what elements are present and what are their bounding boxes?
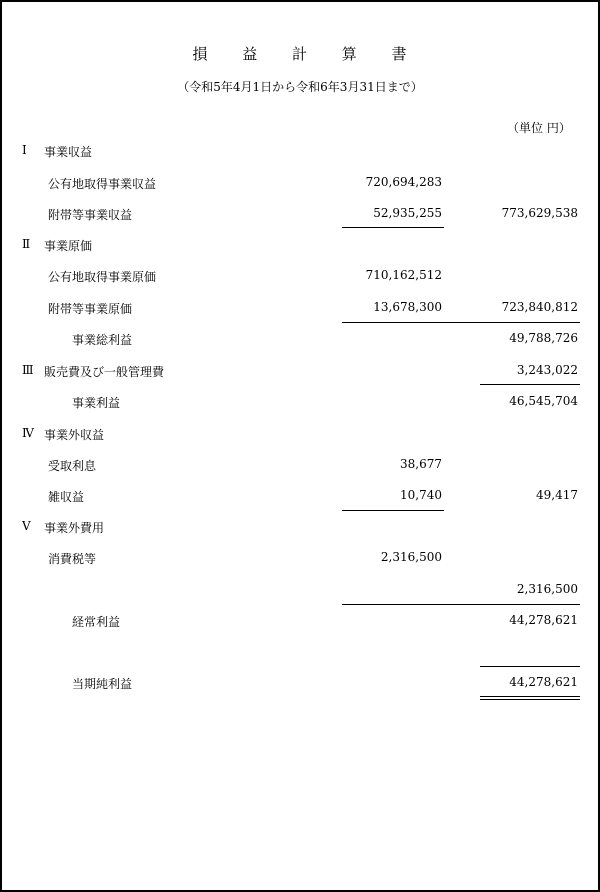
item-amount: 2,316,500 [380,550,442,564]
item-label: 当期純利益 [72,677,133,691]
item-label: 公有地取得事業原価 [48,270,157,284]
item-label: 消費税等 [48,552,97,566]
item-amount: 52,935,255 [373,206,442,220]
item-total: 44,278,621 [509,675,578,689]
section-sga-expenses [2,363,598,383]
section-non-operating-revenue [2,426,598,446]
section-number: Ⅱ [22,237,31,251]
line-item-ancillary-revenue [2,206,598,226]
line-item-public-land-revenue [2,175,598,195]
line-item-ordinary-profit [2,613,598,633]
item-label: 公有地取得事業収益 [48,177,157,191]
section-label: 販売費及び一般管理費 [44,365,165,379]
subtotal-rule [342,322,580,323]
section-label: 事業原価 [44,239,93,253]
line-item-non-operating-expense-total [2,582,598,602]
line-item-public-land-cost [2,268,598,288]
item-total: 773,629,538 [501,206,578,220]
item-amount: 13,678,300 [373,300,442,314]
item-amount: 38,677 [400,457,442,471]
section-number: Ⅲ [22,363,34,377]
final-double-rule [480,696,580,700]
item-total: 49,788,726 [509,331,578,345]
item-label: 受取利息 [48,459,97,473]
section-label: 事業外収益 [44,428,105,442]
section-number: Ⅴ [22,519,31,533]
statement-title: 損 益 計 算 書 [192,45,422,63]
item-amount: 10,740 [400,488,442,502]
item-amount: 720,694,283 [365,175,442,189]
item-total: 3,243,022 [516,363,578,377]
item-total: 46,545,704 [509,394,578,408]
subtotal-rule [342,227,444,228]
section-number: Ⅳ [22,426,34,440]
item-label: 附帯等事業収益 [48,208,133,222]
item-total: 49,417 [536,488,578,502]
item-amount: 710,162,512 [365,268,442,282]
item-label: 事業総利益 [72,333,133,347]
line-item-misc-income [2,488,598,508]
section-operating-cost [2,237,598,257]
subtotal-rule [480,384,580,385]
item-label: 経常利益 [72,615,121,629]
section-operating-revenue [2,143,598,163]
line-item-net-income [2,675,598,695]
line-item-interest-income [2,457,598,477]
item-label: 事業利益 [72,396,121,410]
section-label: 事業収益 [44,145,93,159]
line-item-operating-profit [2,394,598,414]
section-non-operating-expense [2,519,598,539]
line-item-ancillary-cost [2,300,598,320]
item-label: 雑収益 [48,490,85,504]
item-total: 2,316,500 [516,582,578,596]
line-item-consumption-tax [2,550,598,570]
currency-unit: （単位 円） [507,121,571,135]
line-item-gross-profit [2,331,598,351]
subtotal-rule [342,510,444,511]
item-label: 附帯等事業原価 [48,302,133,316]
item-total: 44,278,621 [509,613,578,627]
section-number: Ⅰ [22,143,27,157]
fiscal-period: （令和5年4月1日から令和6年3月31日まで） [177,80,423,94]
section-label: 事業外費用 [44,521,105,535]
item-total: 723,840,812 [501,300,578,314]
subtotal-rule [342,604,580,605]
subtotal-rule [480,666,580,667]
